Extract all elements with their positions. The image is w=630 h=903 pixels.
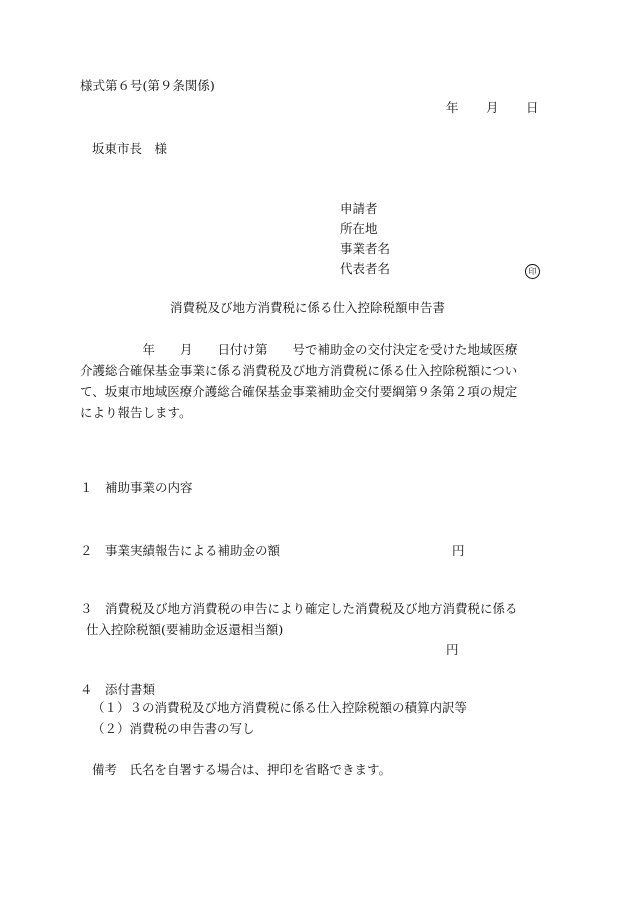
body-line: 年 月 日付け第 号で補助金の交付決定を受けた地域医療 (80, 342, 518, 357)
form-number: 様式第６号(第９条関係) (80, 78, 215, 93)
address-label: 所在地 (340, 221, 378, 236)
business-name-label: 事業者名 (340, 241, 391, 256)
date-day-label: 日 (526, 100, 539, 115)
remarks: 備考 氏名を自署する場合は、押印を省略できます。 (92, 762, 392, 777)
attachment-1: （１）３の消費税及び地方消費税に係る仕入控除税額の積算内訳等 (92, 700, 468, 715)
document-title: 消費税及び地方消費税に係る仕入控除税額申告書 (170, 300, 446, 315)
attachment-2: （２）消費税の申告書の写し (92, 721, 255, 736)
seal-mark (525, 262, 540, 279)
item-2-subsidy-amount: ２ 事業実績報告による補助金の額 (80, 543, 281, 558)
body-paragraph (80, 339, 554, 423)
date-year-label: 年 (446, 100, 459, 115)
item-1-project-content: １ 補助事業の内容 (80, 480, 193, 495)
addressee: 坂東市長 様 (92, 141, 168, 156)
item-3-tax-deduction-continued: 仕入控除税額(要補助金返還相当額) (86, 622, 284, 637)
body-line: により報告します。 (80, 405, 192, 420)
applicant-heading: 申請者 (340, 201, 378, 216)
seal-icon: 印 (525, 264, 540, 279)
item-3-yen-unit: 円 (446, 642, 459, 657)
body-line: て、坂東市地域医療介護総合確保基金事業補助金交付要綱第９条第２項の規定 (80, 384, 518, 399)
representative-label: 代表者名 (340, 261, 391, 276)
item-2-yen-unit: 円 (452, 543, 465, 558)
item-4-attachments: ４ 添付書類 (80, 682, 156, 697)
date-month-label: 月 (486, 100, 499, 115)
item-3-tax-deduction: ３ 消費税及び地方消費税の申告により確定した消費税及び地方消費税に係る (80, 601, 518, 616)
body-line: 介護総合確保基金事業に係る消費税及び地方消費税に係る仕入控除税額につい (80, 363, 518, 378)
